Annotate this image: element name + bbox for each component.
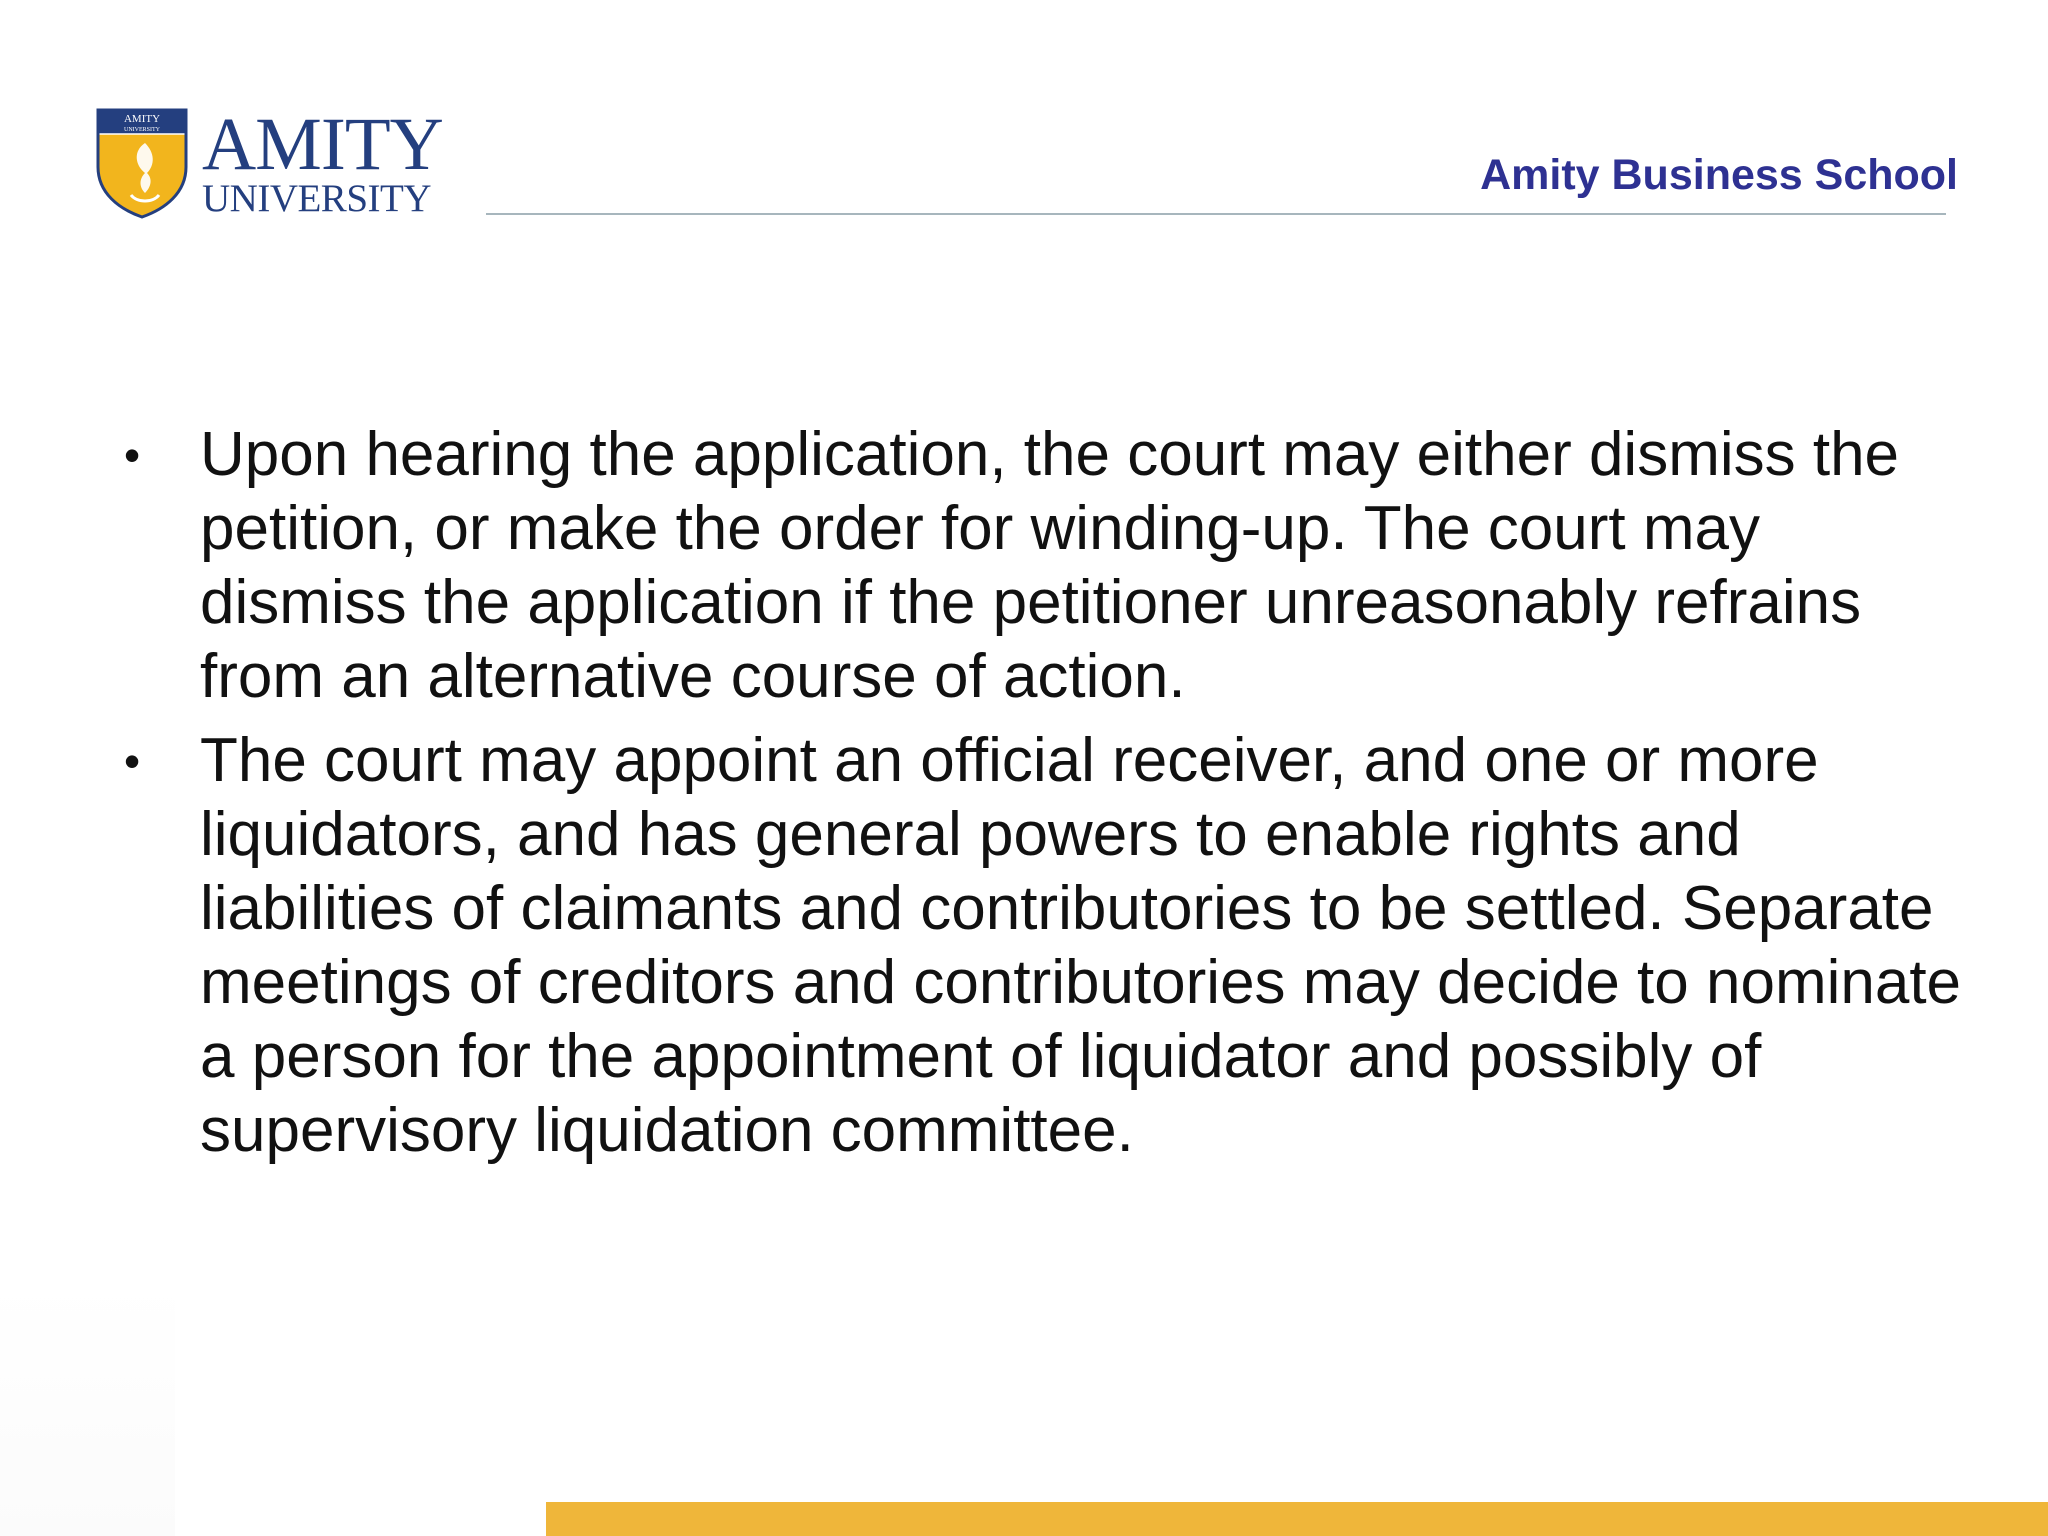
bullet-marker: • (124, 735, 141, 787)
background-tint (0, 1280, 175, 1536)
bullet-item (118, 418, 1978, 714)
shield-text: AMITY (123, 113, 161, 125)
logo-wordmark-university: UNIVERSITY (202, 177, 431, 220)
school-name: Amity Business School (1480, 151, 1958, 199)
logo-wordmark-amity: AMITY (202, 103, 443, 186)
bullet-list (118, 418, 1978, 1178)
footer-accent-bar (546, 1502, 2048, 1536)
amity-university-logo (95, 105, 450, 225)
bullet-item (118, 724, 1978, 1168)
header-divider (486, 213, 1946, 215)
bullet-marker: • (124, 429, 141, 481)
shield-icon (95, 107, 189, 219)
shield-text-sub: UNIVERSITY (124, 127, 160, 133)
bullet-text: Upon hearing the application, the court may either dismiss the petition, or make the order for winding-up. The court may dismiss the application if the petitioner unreasonably refrains from an alternative course of action. (200, 420, 1900, 711)
bullet-text: The court may appoint an official receiver, and one or more liquidators, and has general powers to enable rights and liabilities of claimants and contributories to be settled. Separate meetings of creditors and contributories may decide to nominate a person for the appointment of liquidator and possibly of supervisory liquidation committee. (200, 726, 1962, 1165)
